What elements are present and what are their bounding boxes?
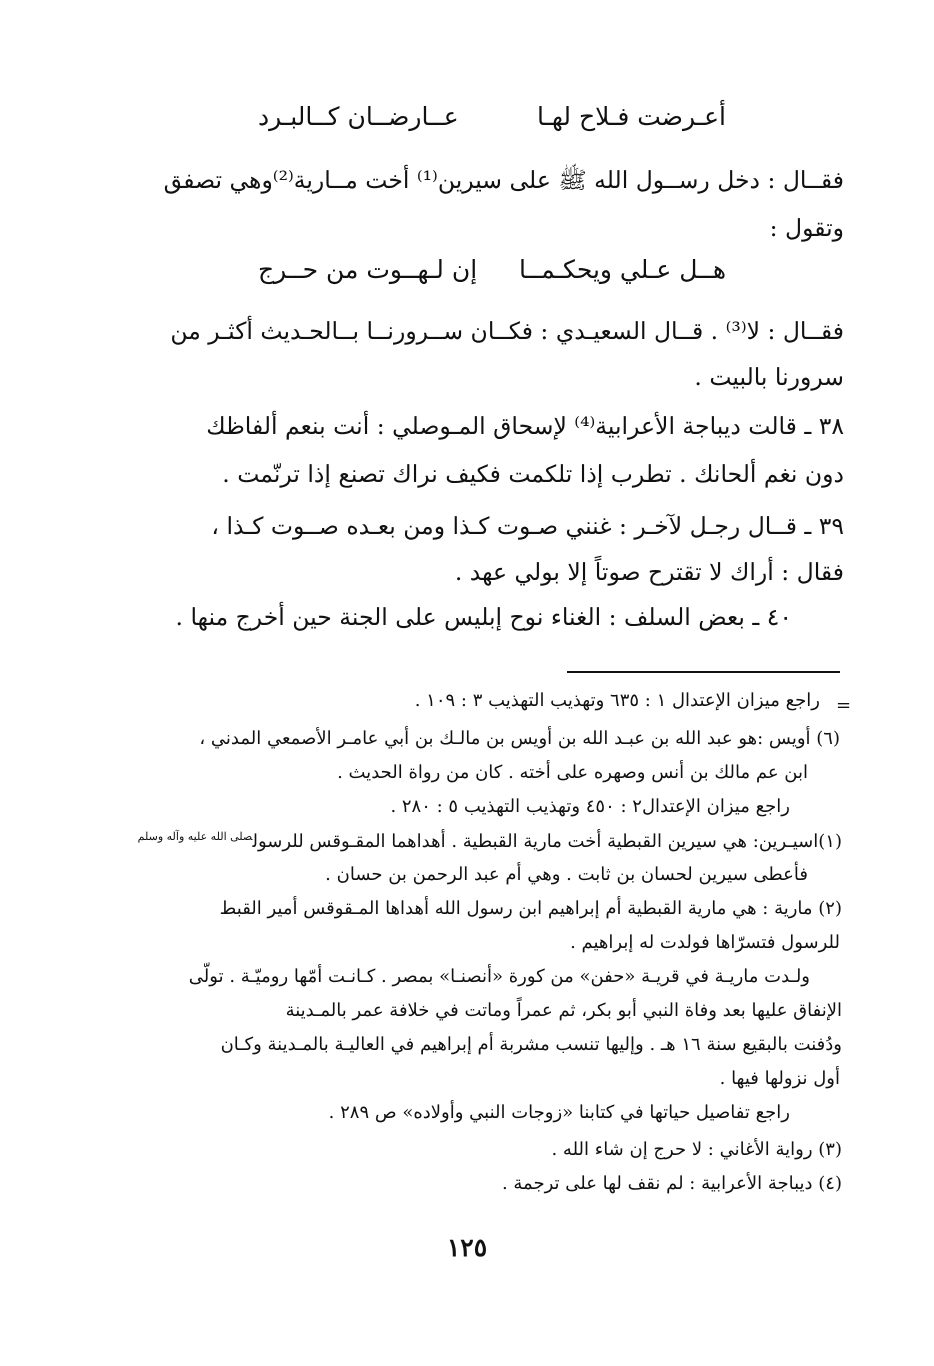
verse-hemistich-right: هــل عـلي ويحكـمــا [518,255,726,284]
text-line: وتقول : [769,214,844,242]
paragraph-39 [138,503,844,595]
page-number: ١٢٥ [446,1233,488,1262]
paragraph-38 [138,402,844,498]
footnote-2-line: ولـدت ماريـة في قريـة «حفن» من كورة «أنصنـا» بمصر . كـانـت أمّها روميّـة . تولّى [188,966,810,987]
text-line: ٣٩ ـ قــال رجـل لآخـر : غنني صـوت كـذا ومن بعـده صــوت كـذا ، [211,512,844,540]
footnote-line: راجع ميزان الإعتدال ١ : ٦٣٥ وتهذيب التهذيب ٣ : ١٠٩ . [414,690,820,711]
footnote-2-line: ودُفنت بالبقيع سنة ١٦ هـ . وإليها تنسب مشربة أم إبراهيم في العاليـة بالمـدينة وكـان [220,1034,842,1055]
footnote-6-line: (٦) أويس :هو عبد الله بن عبـد الله بن أويس بن مالـك بن أبي عامـر الأصمعي المدني ، [199,728,840,749]
text-line: ٣٨ ـ قالت ديباجة الأعرابية⁽⁴⁾ لإسحاق المـوصلي : أنت بنعم ألفاظك [206,412,844,440]
text-line: فقــال : لا⁽³⁾ . قــال السعيـدي : فكــان ســرورنــا بــالحـديث أكثـر من [170,317,844,345]
footnote-6-line: ابن عم مالك بن أنس وصهره على أخته . كان من رواة الحديث . [337,762,808,783]
salawat-ligature: صلى الله عليه وآله وسلم [137,830,253,843]
text-line: سرورنا بالبيت . [694,363,844,391]
text-line: فقال : أراك لا تقترح صوتاً إلا بولي عهد . [454,558,844,586]
footnote-2-line: راجع تفاصيل حياتها في كتابنا «زوجات النبي وأولاده» ص ٢٨٩ . [328,1102,790,1123]
footnote-6-line: راجع ميزان الإعتدال٢ : ٤٥٠ وتهذيب التهذيب ٥ : ٢٨٠ . [390,796,790,817]
footnote-2-line: (٢) مارية : هي مارية القبطية أم إبراهيم ابن رسول الله أهداها المـقوقس أمير القبط [219,898,842,919]
text-line: فقــال : دخل رســول الله ﷺ على سيرين⁽¹⁾ أخت مــارية⁽²⁾وهي تصفق [163,166,844,194]
verse-hemistich-right: أعـرضت فـلاح لهـا [536,102,726,131]
footnote-1-line: فأعطى سيرين لحسان بن ثابت . وهي أم عبد الرحمن بن حسان . [325,864,808,885]
poem-verse-1 [258,102,726,131]
footnote-2-line: للرسول فتسرّاها فولدت له إبراهيم . [570,932,840,953]
footnote-separator [567,671,840,673]
footnote-continuation-marker: = [836,695,852,716]
footnote-3-line: (٣) رواية الأغاني : لا حرج إن شاء الله . [551,1139,842,1160]
footnote-1-line [120,830,842,852]
footnote-1-text: (١)اسيـرين: هي سيرين القبطية أخت مارية القبطية . أهداهما المقـوقس للرسول [252,831,842,852]
paragraph-1 [138,156,844,252]
verse-hemistich-left: عــارضــان كــالبـرد [258,102,459,131]
footnote-2-line: الإنفاق عليها بعد وفاة النبي أبو بكر، ثم عمراً وماتت في خلافة عمر بالمـدينة [285,1000,842,1021]
paragraph-40 [160,594,792,640]
text-line: دون نغم ألحانك . تطرب إذا تلكمت فكيف نراك تصنع إذا ترنّمت . [222,460,844,488]
footnote-2-line: أول نزولها فيها . [719,1068,840,1089]
footnote-4-line: (٤) ديباجة الأعرابية : لم نقف لها على ترجمة . [501,1173,842,1194]
verse-hemistich-left: إن لـهــوت من حــرج [258,255,478,284]
poem-verse-2 [258,255,726,284]
paragraph-2 [138,308,844,400]
text-line: ٤٠ ـ بعض السلف : الغناء نوح إبليس على الجنة حين أخرج منها . [175,603,792,631]
